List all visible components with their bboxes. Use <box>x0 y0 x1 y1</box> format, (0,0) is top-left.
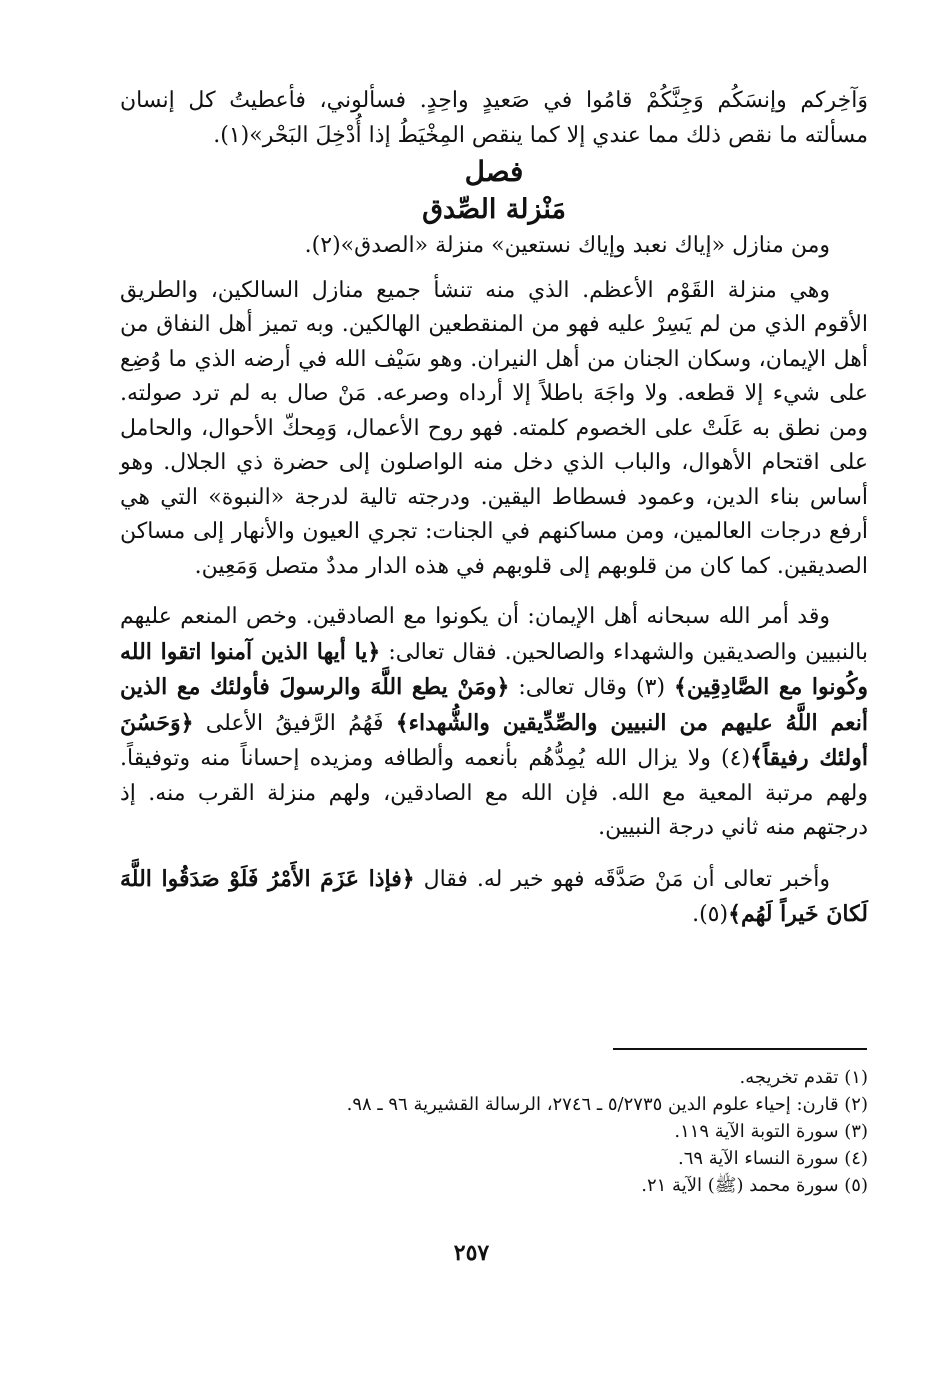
footnote: (١) تقدم تخريجه. <box>739 1067 868 1088</box>
paragraph-quran-truth <box>120 862 868 933</box>
footnote: (٣) سورة التوبة الآية ١١٩. <box>674 1121 868 1142</box>
paragraph-description: وهي منزلة القَوْم الأعظم. الذي منه تنشأ جميع منازل السالكين، والطريق الأقوم الذي من لم يَسِرْ عليه فهو من المنقطعين الهالكين. وبه تميز أهل النفاق من أهل الإيمان، وسكان الجنان من أهل النيران. وهو سَيْف الله في أرضه الذي ما وُضِع على شيء إلا قطعه. ولا واجَهَ باطلاً إلا أرداه وصرعه. مَنْ صال به لم ترد صولته. ومن نطق به عَلَتْ على الخصوم كلمته. فهو روح الأعمال، وَمِحكّ الأحوال، والحامل على اقتحام الأهوال، والباب الذي دخل منه الواصلون إلى حضرة ذي الجلال. وهو أساس بناء الدين، وعمود فسطاط اليقين. ودرجته تالية لدرجة «النبوة» التي هي أرفع درجات العالمين، ومن مساكنهم في الجنات: تجري العيون والأنهار إلى مساكن الصديقين. كما كان من قلوبهم إلى قلوبهم في هذه الدار مددٌ متصل وَمَعِين. <box>120 277 869 579</box>
quran-verse: ﴿فإذا عَزَمَ الأَمْرُ فَلَوْ صَدَقُوا اللَّهَ لَكانَ خَيراً لَهُم﴾ <box>120 865 868 927</box>
quran-verse: ﴿يا أيها الذين آمنوا اتقوا الله وكُونوا مع الصَّادِقِين﴾ <box>120 638 868 700</box>
section-heading: فصل <box>464 155 524 188</box>
quran-verse: ﴿وَحَسُنَ أولئك رفيقاً﴾ <box>120 709 868 771</box>
footnote: (٢) قارن: إحياء علوم الدين ٥/٢٧٣٥ ـ ٢٧٤٦، الرسالة القشيرية ٩٦ ـ ٩٨. <box>346 1094 868 1115</box>
text-segment: (٣) وقال تعالى: <box>518 675 666 700</box>
text-segment: (٥). <box>692 902 729 927</box>
main-text <box>120 84 868 933</box>
text-segment: وأخبر تعالى أن مَنْ صَدَّقَه فهو خير له. فقال <box>423 866 831 892</box>
paragraph-intro: ومن منازل «إياك نعبد وإياك نستعين» منزلة «الصدق»(٢). <box>304 233 830 258</box>
footnote: (٥) سورة محمد (ﷺ) الآية ٢١. <box>641 1175 868 1196</box>
paragraph-quran-command <box>120 600 868 846</box>
quran-verse: ﴿ومَنْ يطع اللَّهَ والرسولَ فأولئك مع الذين أنعم اللَّهُ عليهم من النبيين والصِّدِّيقين والشُّهداء﴾ <box>120 674 868 736</box>
page-number: ٢٥٧ <box>453 1240 490 1266</box>
paragraph-continued: وَآخِركم وإنسَكُم وَجِنَّكُمْ قامُوا في صَعيدٍ واحِدٍ. فسألوني، فأعطيتُ كل إنسان مسألته ما نقص ذلك مما عندي إلا كما ينقص المِخْيَطُ إذا أُدْخِلَ البَحْر»(١). <box>120 88 868 148</box>
text-segment: وقد أمر الله سبحانه أهل الإيمان: أن يكونوا مع الصادقين. وخص المنعم عليهم بالنبيين والصديقين والشهداء والصالحين. فقال تعالى: <box>120 604 868 665</box>
footnote-divider <box>613 1048 867 1050</box>
footnotes <box>120 1064 868 1199</box>
footnote: (٤) سورة النساء الآية ٦٩. <box>677 1148 868 1169</box>
text-segment: فَهُمُ الرَّفيقُ الأعلى <box>205 710 384 736</box>
section-title: مَنْزلة الصِّدق <box>422 194 566 225</box>
text-segment: (٤) ولا يزال الله يُمِدُّهُم بأنعمه وألطافه ومزيده إحساناً منه وتوفيقاً. ولهم مرتبة المعية مع الله. فإن الله مع الصادقين، ولهم منزلة القرب منه. إذ درجتهم منه ثاني درجة النبيين. <box>120 746 869 840</box>
